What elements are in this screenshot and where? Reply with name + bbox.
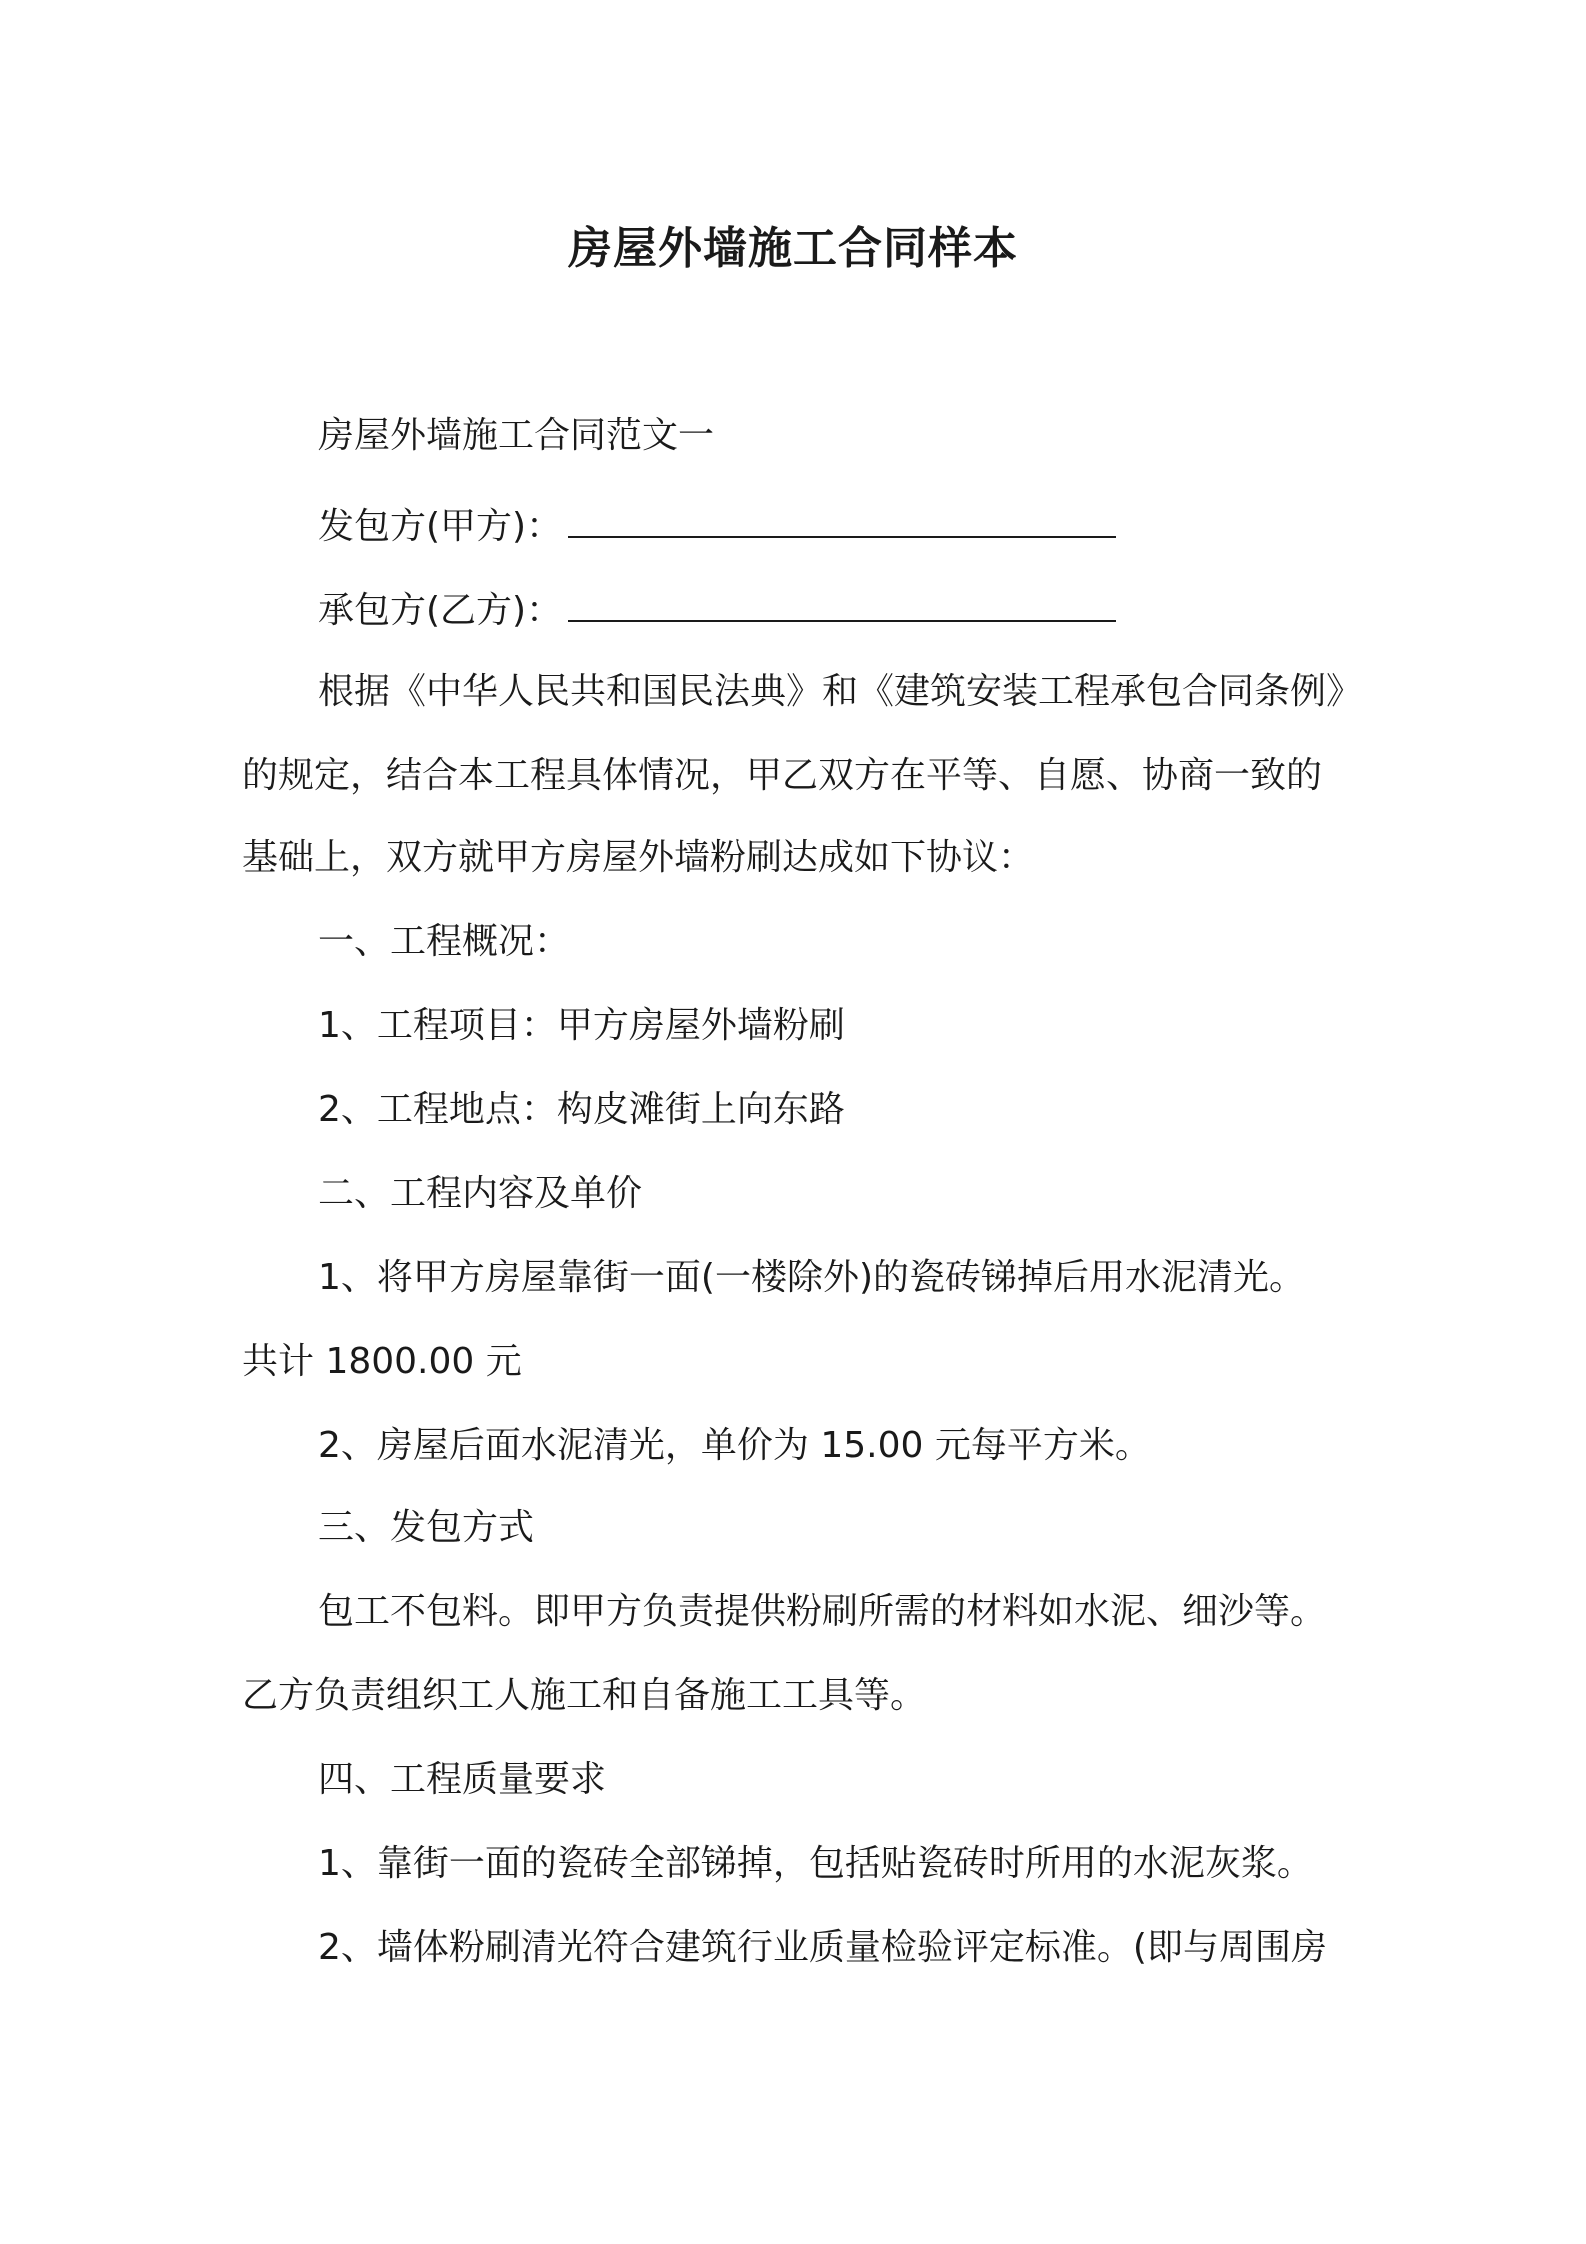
- party-a-blank: [568, 502, 1116, 538]
- section1-item2: 2、工程地点：构皮滩街上向东路: [318, 1089, 845, 1130]
- section1-heading: 一、工程概况：: [318, 921, 571, 962]
- section2-heading: 二、工程内容及单价: [318, 1173, 643, 1214]
- party-b-line: [318, 586, 1116, 635]
- intro-line-3: 基础上，双方就甲方房屋外墙粉刷达成如下协议：: [242, 837, 1035, 878]
- section3-line1: 包工不包料。即甲方负责提供粉刷所需的材料如水泥、细沙等。: [318, 1591, 1327, 1632]
- section4-item1: 1、靠街一面的瓷砖全部锑掉，包括贴瓷砖时所用的水泥灰浆。: [318, 1843, 1313, 1884]
- document-title: 房屋外墙施工合同样本: [568, 223, 1018, 274]
- section2-item1-line2: 共计 1800.00 元: [242, 1341, 522, 1382]
- section3-heading: 三、发包方式: [318, 1507, 535, 1548]
- section4-item2: 2、墙体粉刷清光符合建筑行业质量检验评定标准。(即与周围房: [318, 1927, 1327, 1968]
- party-b-blank: [568, 586, 1116, 622]
- party-b-label: 承包方(乙方)：: [318, 590, 563, 631]
- document-subtitle: 房屋外墙施工合同范文一: [318, 415, 715, 456]
- section4-heading: 四、工程质量要求: [318, 1759, 607, 1800]
- intro-line-1: 根据《中华人民共和国民法典》和《建筑安装工程承包合同条例》: [318, 671, 1363, 712]
- section2-item2: 2、房屋后面水泥清光，单价为 15.00 元每平方米。: [318, 1425, 1151, 1466]
- section3-line2: 乙方负责组织工人施工和自备施工工具等。: [242, 1675, 927, 1716]
- party-a-label: 发包方(甲方)：: [318, 506, 563, 547]
- section1-item1: 1、工程项目：甲方房屋外墙粉刷: [318, 1005, 845, 1046]
- party-a-line: [318, 502, 1116, 551]
- intro-line-2: 的规定，结合本工程具体情况，甲乙双方在平等、自愿、协商一致的: [242, 755, 1323, 796]
- section2-item1-line1: 1、将甲方房屋靠街一面(一楼除外)的瓷砖锑掉后用水泥清光。: [318, 1257, 1305, 1298]
